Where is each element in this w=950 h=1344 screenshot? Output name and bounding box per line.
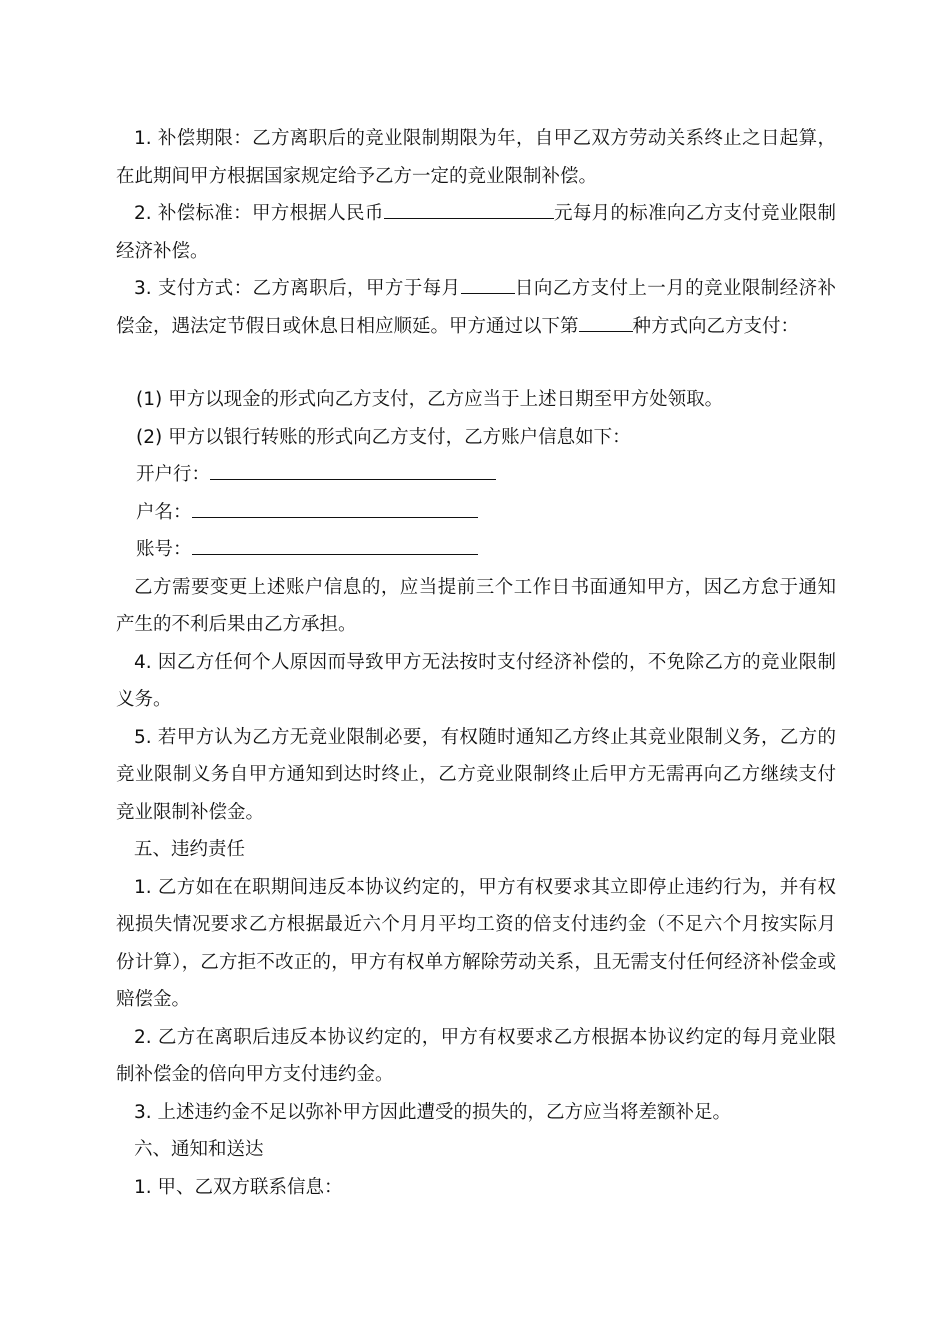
account-holder-line <box>116 494 836 532</box>
paragraph-compensation-standard <box>116 195 836 270</box>
paragraph-account-change: 乙方需要变更上述账户信息的，应当提前三个工作日书面通知甲方，因乙方怠于通知产生的不利后果由乙方承担。 <box>116 576 836 635</box>
payment-option-blank <box>579 314 633 332</box>
account-holder-blank <box>192 500 478 518</box>
compensation-section <box>116 120 836 345</box>
standard-text-before: 2. 补偿标准：甲方根据人民币 <box>134 203 384 224</box>
paragraph-payment-method <box>116 270 836 345</box>
paragraph-breach-in-service: 1. 乙方如在在职期间违反本协议约定的，甲方有权要求其立即停止违约行为，并有权视损失情况要求乙方根据最近六个月月平均工资的倍支付违约金（不足六个月按实际月份计算），乙方拒不改正的，甲方有权单方解除劳动关系，且无需支付任何经济补偿金或赔偿金。 <box>116 876 836 1010</box>
account-holder-label: 户名： <box>136 501 192 523</box>
paragraph-compensation-period: 1. 补偿期限：乙方离职后的竞业限制期限为年，自甲乙双方劳动关系终止之日起算，在此期间甲方根据国家规定给予乙方一定的竞业限制补偿。 <box>116 128 836 187</box>
account-number-label: 账号： <box>136 539 192 560</box>
payment-day-blank <box>461 276 515 294</box>
paragraph-contact-info: 1. 甲、乙双方联系信息： <box>134 1176 343 1198</box>
option-bank-transfer: (2) 甲方以银行转账的形式向乙方支付，乙方账户信息如下： <box>136 426 631 448</box>
account-number-blank <box>192 537 478 555</box>
heading-breach-liability: 五、违约责任 <box>134 839 246 860</box>
payment-text-before: 3. 支付方式：乙方离职后，甲方于每月 <box>134 278 461 299</box>
paragraph-damages-shortfall: 3. 上述违约金不足以弥补甲方因此遭受的损失的，乙方应当将差额补足。 <box>134 1101 732 1123</box>
payment-options-section <box>116 381 836 1206</box>
payment-text-after: 种方式向乙方支付： <box>632 315 800 337</box>
amount-blank <box>384 201 554 219</box>
paragraph-obligation-not-exempt: 4. 因乙方任何个人原因而导致甲方无法按时支付经济补偿的，不免除乙方的竞业限制义务。 <box>116 651 836 710</box>
option-cash: (1) 甲方以现金的形式向乙方支付，乙方应当于上述日期至甲方处领取。 <box>136 389 724 410</box>
bank-name-label: 开户行： <box>136 464 211 485</box>
payment-text-middle: 日向乙方支付上一月的竞业限制经济补偿金，遇法定节假日或休息日相应顺延。甲方通过以下第 <box>116 278 836 337</box>
standard-text-after: 元每月的标准向乙方支付竞业限制经济补偿。 <box>116 203 836 262</box>
heading-notice-delivery: 六、通知和送达 <box>134 1139 264 1160</box>
paragraph-termination-right: 5. 若甲方认为乙方无竞业限制必要，有权随时通知乙方终止其竞业限制义务，乙方的竞业限制义务自甲方通知到达时终止，乙方竞业限制终止后甲方无需再向乙方继续支付竞业限制补偿金。 <box>116 726 836 823</box>
paragraph-breach-after-leaving: 2. 乙方在离职后违反本协议约定的，甲方有权要求乙方根据本协议约定的每月竞业限制补偿金的倍向甲方支付违约金。 <box>116 1026 836 1085</box>
bank-name-blank <box>210 462 496 480</box>
account-number-line <box>116 531 836 569</box>
bank-name-line <box>116 456 836 494</box>
